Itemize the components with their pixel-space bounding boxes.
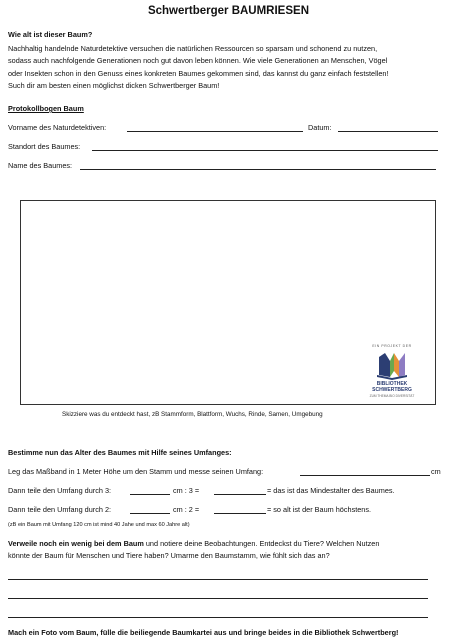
intro-line: Such dir am besten einen möglichst dicken Schwertberger Baum! [8,80,220,90]
sketch-caption: Skizziere was du entdeckt hast, zB Stammform, Blattform, Wuchs, Rinde, Samen, Umgebung [62,411,323,418]
intro-line: oder Insekten schon in den Genuss eines konkreten Baumes gekommen sind, das kannst du ganz einfach feststellen! [8,68,389,78]
step3-suffix: = so alt ist der Baum höchstens. [267,505,372,514]
logo-line-3: ZUM THEMA BIO DIVERSITÄT [369,394,415,398]
notes-line[interactable] [8,617,428,618]
protocol-heading: Protokollbogen Baum [8,104,84,113]
intro-line: sodass auch nachfolgende Generationen noch gut davon leben können. Wie viele Generationen an Menschen, Vögel [8,56,388,66]
intro-line: Nachhaltig handelnde Naturdetektive versuchen die natürlichen Ressourcen so sparsam und schonend zu nutzen, [8,44,378,53]
date-input-line[interactable] [338,131,438,132]
detective-name-label: Vorname des Naturdetektiven: [8,123,107,132]
detective-name-input-line[interactable] [127,131,303,132]
tree-name-input-line[interactable] [80,169,436,170]
age-heading: Bestimme nun das Alter des Baumes mit Hilfe seines Umfanges: [8,448,232,457]
step1-unit: cm [431,467,441,476]
min-age-input-line[interactable] [214,494,266,495]
tree-name-label: Name des Baumes: [8,161,73,170]
logo-top-text: EIN PROJEKT DER [372,344,412,348]
step2-prefix: Dann teile den Umfang durch 3: [8,486,112,495]
date-label: Datum: [308,123,332,132]
step1-text: Leg das Maßband in 1 Meter Höhe um den Stamm und messe seinen Umfang: [8,467,264,476]
tree-location-input-line[interactable] [92,150,438,151]
observe-line-2: könnte der Baum für Menschen und Tiere haben? Umarme den Baumstamm, wie fühlt sich das an? [8,551,330,560]
step2-suffix: = das ist das Mindestalter des Baumes. [267,486,395,495]
notes-line[interactable] [8,598,428,599]
step2-value-line[interactable] [130,494,170,495]
observe-bold-text: Verweile noch ein wenig bei dem Baum [8,539,144,548]
tree-location-label: Standort des Baumes: [8,142,81,151]
observe-line-1 [8,539,379,548]
max-age-input-line[interactable] [214,513,266,514]
page-title: Schwertberger BAUMRIESEN [147,5,310,17]
circumference-input-line[interactable] [300,475,430,476]
logo-line-1: BIBLIOTHEK [376,381,408,387]
step3-value-line[interactable] [130,513,170,514]
book-icon [352,349,432,381]
notes-line[interactable] [8,579,428,580]
library-logo [352,344,432,404]
step3-operation: cm : 2 = [173,505,200,514]
example-note: (zB ein Baum mit Umfang 120 cm ist mind 40 Jahe und max 60 Jahre alt) [8,522,190,528]
footer-instruction: Mach ein Foto vom Baum, fülle die beiliegende Baumkartei aus und bringe beides in die Bibliothek Schwertberg! [8,628,399,637]
intro-paragraph [8,43,453,92]
step3-prefix: Dann teile den Umfang durch 2: [8,505,112,514]
observe-rest-text: und notiere deine Beobachtungen. Entdeckst du Tiere? Welchen Nutzen [143,539,380,548]
logo-line-2: SCHWERTBERG [372,387,412,393]
question-heading: Wie alt ist dieser Baum? [8,30,93,39]
step2-operation: cm : 3 = [173,486,200,495]
